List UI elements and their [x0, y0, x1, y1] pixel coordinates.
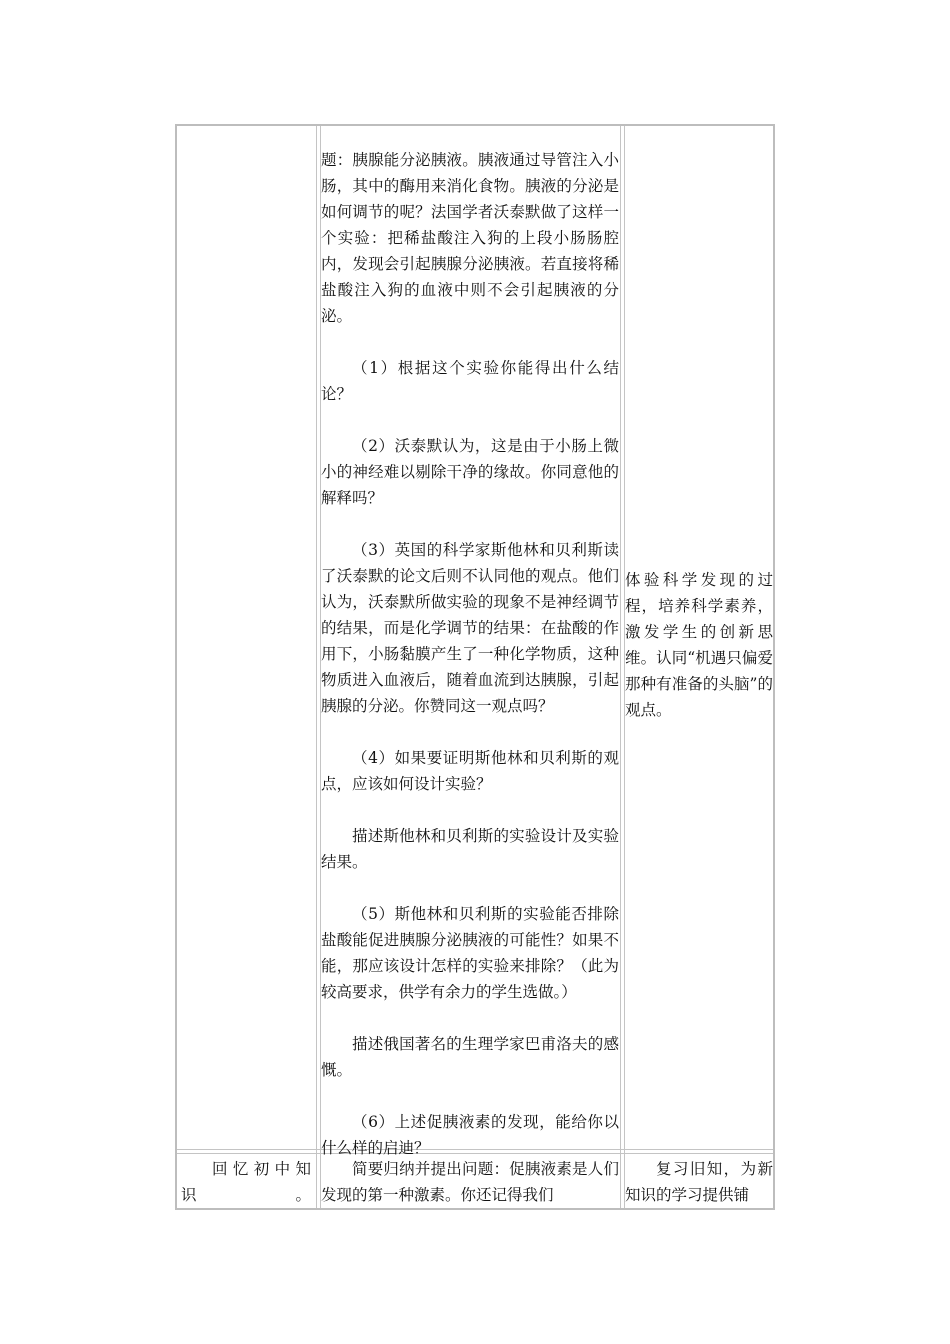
paragraph-describe-experiment: 描述斯他林和贝利斯的实验设计及实验结果。 [321, 827, 619, 871]
question-1: （1）根据这个实验你能得出什么结论？ [321, 359, 619, 403]
row1-col1 [181, 130, 311, 1145]
row1-col2 [321, 147, 619, 1157]
lesson-table [175, 124, 775, 1210]
row1-col3: 体验科学发现的过程，培养科学素养，激发学生的创新思维。认同“机遇只偏爱那种有准备的头脑”的观点。 [625, 571, 773, 719]
question-4: （4）如果要证明斯他林和贝利斯的观点，应该如何设计实验？ [321, 749, 619, 793]
question-6: （6）上述促胰液素的发现，能给你以什么样的启迪？ [321, 1113, 619, 1157]
question-5: （5）斯他林和贝利斯的实验能否排除盐酸能促进胰腺分泌胰液的可能性？如果不能，那应该设计怎样的实验来排除？（此为较高要求，供学有余力的学生选做。） [321, 905, 619, 1001]
question-3: （3）英国的科学家斯他林和贝利斯读了沃泰默的论文后则不认同他的观点。他们认为，沃泰默所做实验的现象不是神经调节的结果，而是化学调节的结果：在盐酸的作用下，小肠黏膜产生了一种化学物质，这种物质进入血液后，随着血流到达胰腺，引起胰腺的分泌。你赞同这一观点吗？ [321, 541, 619, 715]
row2-col2: 简要归纳并提出问题：促胰液素是人们发现的第一种激素。你还记得我们 [321, 1160, 619, 1204]
paragraph-pavlov: 描述俄国著名的生理学家巴甫洛夫的感慨。 [321, 1035, 619, 1079]
row2-col3: 复习旧知，为新知识的学习提供铺 [625, 1160, 773, 1204]
question-2: （2）沃泰默认为，这是由于小肠上微小的神经难以剔除干净的缘故。你同意他的解释吗？ [321, 437, 619, 507]
row2-col1: 回忆初中知识。 [181, 1160, 311, 1204]
paragraph-intro: 题：胰腺能分泌胰液。胰液通过导管注入小肠，其中的酶用来消化食物。胰液的分泌是如何调节的呢？法国学者沃泰默做了这样一个实验：把稀盐酸注入狗的上段小肠肠腔内，发现会引起胰腺分泌胰液。若直接将稀盐酸注入狗的血液中则不会引起胰液的分泌。 [321, 151, 619, 325]
